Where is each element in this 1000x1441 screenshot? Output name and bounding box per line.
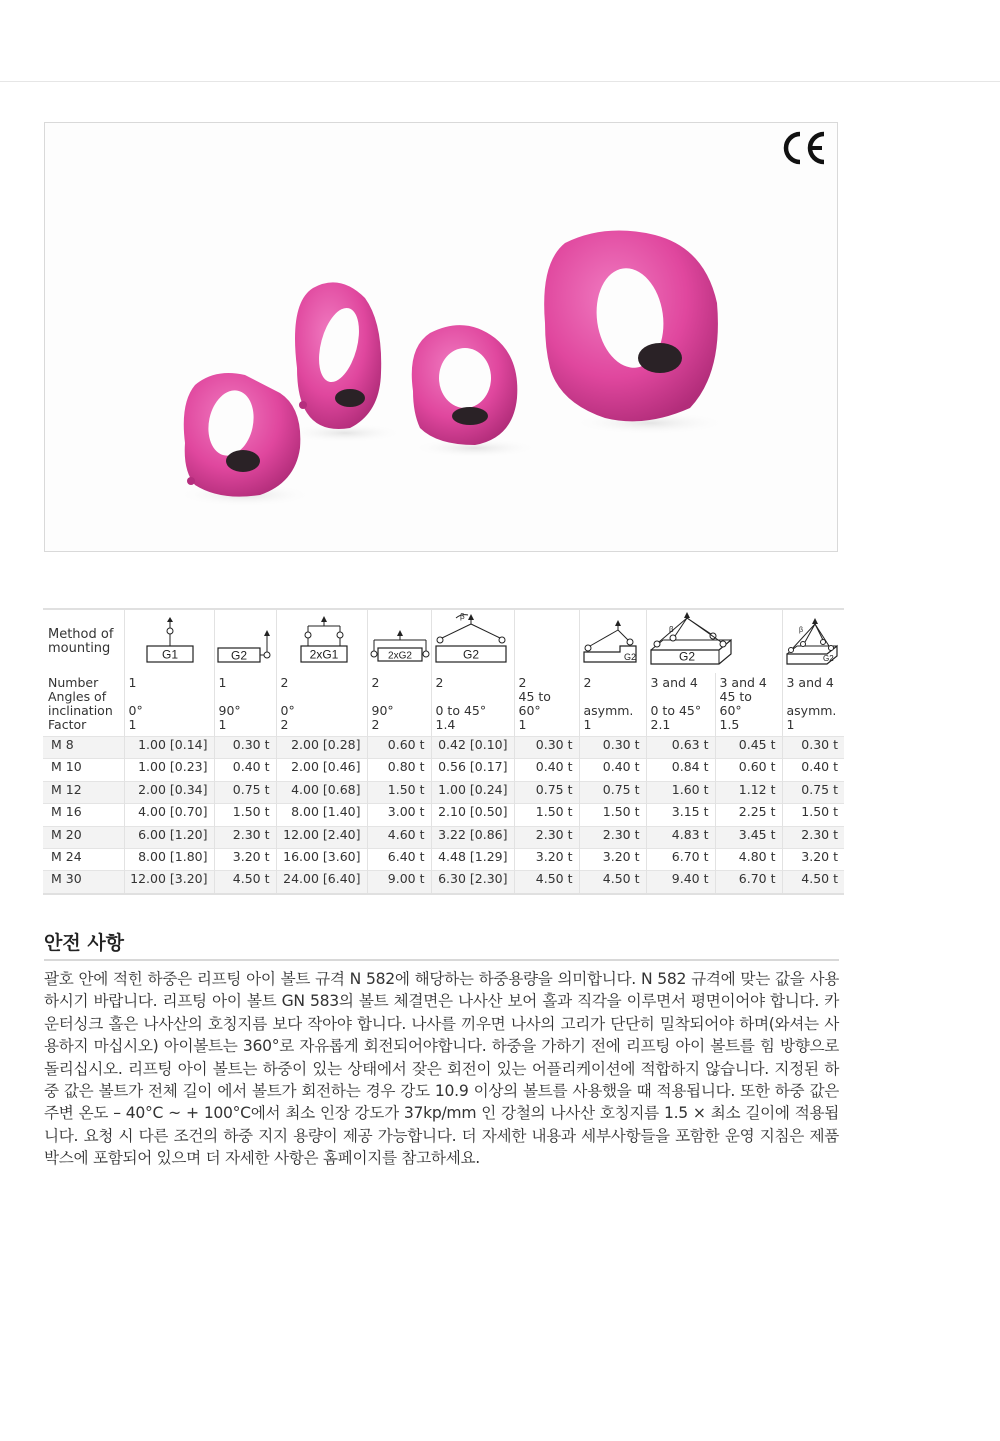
svg-text:β: β [798,627,803,634]
load-value-cell: 4.50 t [782,871,844,894]
svg-text:2xG2: 2xG2 [387,650,412,662]
load-value-cell: 3.20 t [214,848,276,870]
load-value-cell: 0.40 t [514,759,579,781]
load-value-cell: 0.75 t [514,781,579,803]
load-value-cell: 0.56 [0.17] [431,759,514,781]
load-value-cell: 3.20 t [514,848,579,870]
mount-icon-5 [431,609,514,673]
load-value-cell: 2.30 t [579,826,646,848]
load-value-cell: 9.00 t [367,871,431,894]
load-value-cell: 6.70 t [646,848,715,870]
load-value-cell: 4.50 t [579,871,646,894]
safety-divider [44,959,839,961]
load-value-cell: 6.00 [1.20] [124,826,214,848]
svg-text:G2: G2 [230,648,247,663]
load-value-cell: 0.30 t [579,737,646,759]
thread-size-cell: M 24 [43,848,124,870]
load-value-cell: 1.60 t [646,781,715,803]
load-value-cell: 4.48 [1.29] [431,848,514,870]
thread-size-cell: M 12 [43,781,124,803]
load-value-cell: 2.10 [0.50] [431,804,514,826]
load-value-cell: 0.75 t [214,781,276,803]
svg-text:β: β [668,625,674,634]
safety-body: 괄호 안에 적힌 하중은 리프팅 아이 볼트 규격 N 582에 해당하는 하중용량을 의미합니다. N 582 규격에 맞는 값을 사용하시기 바랍니다. 리프팅 아이 볼트 GN 583의 볼트 체결면은 나사산 보어 홀과 직각을 이루면서 평면이어야 합니다. 카운터싱크 홀은 나사산의 호칭지름 보다 작아야 합니다. 나사를 끼우면 나사의 고리가 단단히 밀착되어야 하며(와셔는 사용하지 마십시오) 아이볼트는 360°로 자유롭게 회전되어야합니다. 하중을 가하기 전에 리프팅 아이 볼트를 힘 방향으로 돌리십시오. 리프팅 아이 볼트는 하중이 있는 상태에서 잦은 회전이 있는 어플리케이션에 적합하지 않습니다. 지정된 하중 값은 볼트가 전체 길이 에서 볼트가 회전하는 경우 강도 10.9 이상의 볼트를 사용했을 때 적용됩니다. 또한 하중 값은 주변 온도 – 40°C ~ + 100°C에서 최소 인장 강도가 37kp/mm 인 강철의 나사산 호칭지름 1.5 × 최소 길이에 적용됩니다. 요청 시 다른 조건의 하중 지지 용량이 제공 가능합니다. 더 자세한 내용과 세부사항들을 포함한 운영 지침은 제품 박스에 포함되어 있으며 더 자세한 사항은 홈페이지를 참고하세요. [44,970,839,1168]
load-value-cell: 4.00 [0.70] [124,804,214,826]
load-value-cell: 6.70 t [715,871,782,894]
thread-size-cell: M 10 [43,759,124,781]
load-value-cell: 1.50 t [579,804,646,826]
ce-mark-icon [780,128,826,168]
svg-text:G2: G2 [678,649,695,664]
svg-text:G2: G2 [623,652,636,662]
load-value-cell: 0.63 t [646,737,715,759]
load-value-cell: 4.00 [0.68] [276,781,367,803]
load-value-cell: 4.83 t [646,826,715,848]
load-value-cell: 0.75 t [782,781,844,803]
load-value-cell: 1.00 [0.24] [431,781,514,803]
load-value-cell: 0.30 t [214,737,276,759]
load-value-cell: 9.40 t [646,871,715,894]
load-value-cell: 4.50 t [514,871,579,894]
info-labels: Number Angles of inclination Factor [43,673,124,737]
load-data-rows [43,737,844,894]
load-value-cell: 3.20 t [579,848,646,870]
info-col-3: 2 0° 2 [276,673,367,737]
load-value-cell: 2.00 [0.28] [276,737,367,759]
info-col-1: 1 0° 1 [124,673,214,737]
load-value-cell: 0.60 t [715,759,782,781]
load-value-cell: 0.75 t [579,781,646,803]
load-value-cell: 2.00 [0.46] [276,759,367,781]
load-value-cell: 8.00 [1.80] [124,848,214,870]
load-value-cell: 3.45 t [715,826,782,848]
thread-size-cell: M 30 [43,871,124,894]
svg-text:G2: G2 [822,654,834,663]
svg-text:G2: G2 [462,647,479,662]
table-row [43,848,844,870]
mount-icon-1 [124,609,214,673]
top-divider [0,81,1000,82]
table-row [43,871,844,894]
mount-icon-4 [367,609,431,673]
thread-size-cell: M 20 [43,826,124,848]
eye-nut-medium [295,282,381,429]
number-angle-factor-row [43,673,844,737]
eye-nut-xlarge [544,231,718,422]
table-row [43,804,844,826]
load-value-cell: 0.60 t [367,737,431,759]
info-col-10: 3 and 4 asymm. 1 [786,675,837,732]
eye-nut-illustration [45,123,839,553]
mount-icon-6 [514,609,579,673]
thread-size-cell: M 8 [43,737,124,759]
table-row [43,826,844,848]
load-value-cell: 8.00 [1.40] [276,804,367,826]
load-value-cell: 4.60 t [367,826,431,848]
load-value-cell: 3.20 t [782,848,844,870]
eye-nut-small [184,373,301,497]
load-value-cell: 6.40 t [367,848,431,870]
load-value-cell: 0.40 t [579,759,646,781]
product-photo [44,122,838,552]
load-value-cell: 1.00 [0.14] [124,737,214,759]
load-value-cell: 2.25 t [715,804,782,826]
load-value-cell: 24.00 [6.40] [276,871,367,894]
load-value-cell: 2.30 t [514,826,579,848]
load-value-cell: 0.84 t [646,759,715,781]
table-row [43,781,844,803]
load-value-cell: 1.50 t [514,804,579,826]
load-value-cell: 2.30 t [782,826,844,848]
load-value-cell: 0.45 t [715,737,782,759]
load-value-cell: 0.30 t [782,737,844,759]
thread-size-cell: M 16 [43,804,124,826]
method-label: Method of mounting [43,609,124,673]
mount-icon-8 [646,609,782,673]
load-value-cell: 0.42 [0.10] [431,737,514,759]
info-col-9: 3 and 4 45 to 60° 1.5 [715,673,782,737]
table-row [43,737,844,759]
load-value-cell: 6.30 [2.30] [431,871,514,894]
load-value-cell: 2.00 [0.34] [124,781,214,803]
load-value-cell: 0.80 t [367,759,431,781]
load-value-cell: 1.12 t [715,781,782,803]
load-value-cell: 2.30 t [214,826,276,848]
load-value-cell: 3.15 t [646,804,715,826]
mount-icon-3 [276,609,367,673]
svg-text:G1: G1 [161,647,178,662]
info-col-7: 2 asymm. 1 [579,673,646,737]
load-value-cell: 0.30 t [514,737,579,759]
load-value-cell: 0.40 t [782,759,844,781]
info-col-5: 2 0 to 45° 1.4 [431,673,514,737]
info-col-6: 2 45 to 60° 1 [514,673,579,737]
mount-icon-10 [782,609,844,673]
load-value-cell: 16.00 [3.60] [276,848,367,870]
info-col-4: 2 90° 2 [367,673,431,737]
svg-text:β: β [459,612,465,621]
eye-nut-large [412,325,518,445]
load-value-cell: 1.50 t [367,781,431,803]
load-value-cell: 1.50 t [782,804,844,826]
info-col-8: 3 and 4 0 to 45° 2.1 [646,673,715,737]
load-value-cell: 12.00 [3.20] [124,871,214,894]
mount-icon-2 [214,609,276,673]
load-value-cell: 4.50 t [214,871,276,894]
mounting-method-row [43,609,844,673]
load-value-cell: 1.00 [0.23] [124,759,214,781]
load-value-cell: 3.22 [0.86] [431,826,514,848]
load-value-cell: 3.00 t [367,804,431,826]
svg-text:2xG1: 2xG1 [309,647,338,662]
load-capacity-table [43,608,844,895]
mount-icon-7 [579,609,646,673]
load-value-cell: 12.00 [2.40] [276,826,367,848]
load-value-cell: 4.80 t [715,848,782,870]
info-col-2: 1 90° 1 [214,673,276,737]
safety-title: 안전 사항 [44,932,125,954]
load-value-cell: 0.40 t [214,759,276,781]
table-row [43,759,844,781]
load-value-cell: 1.50 t [214,804,276,826]
